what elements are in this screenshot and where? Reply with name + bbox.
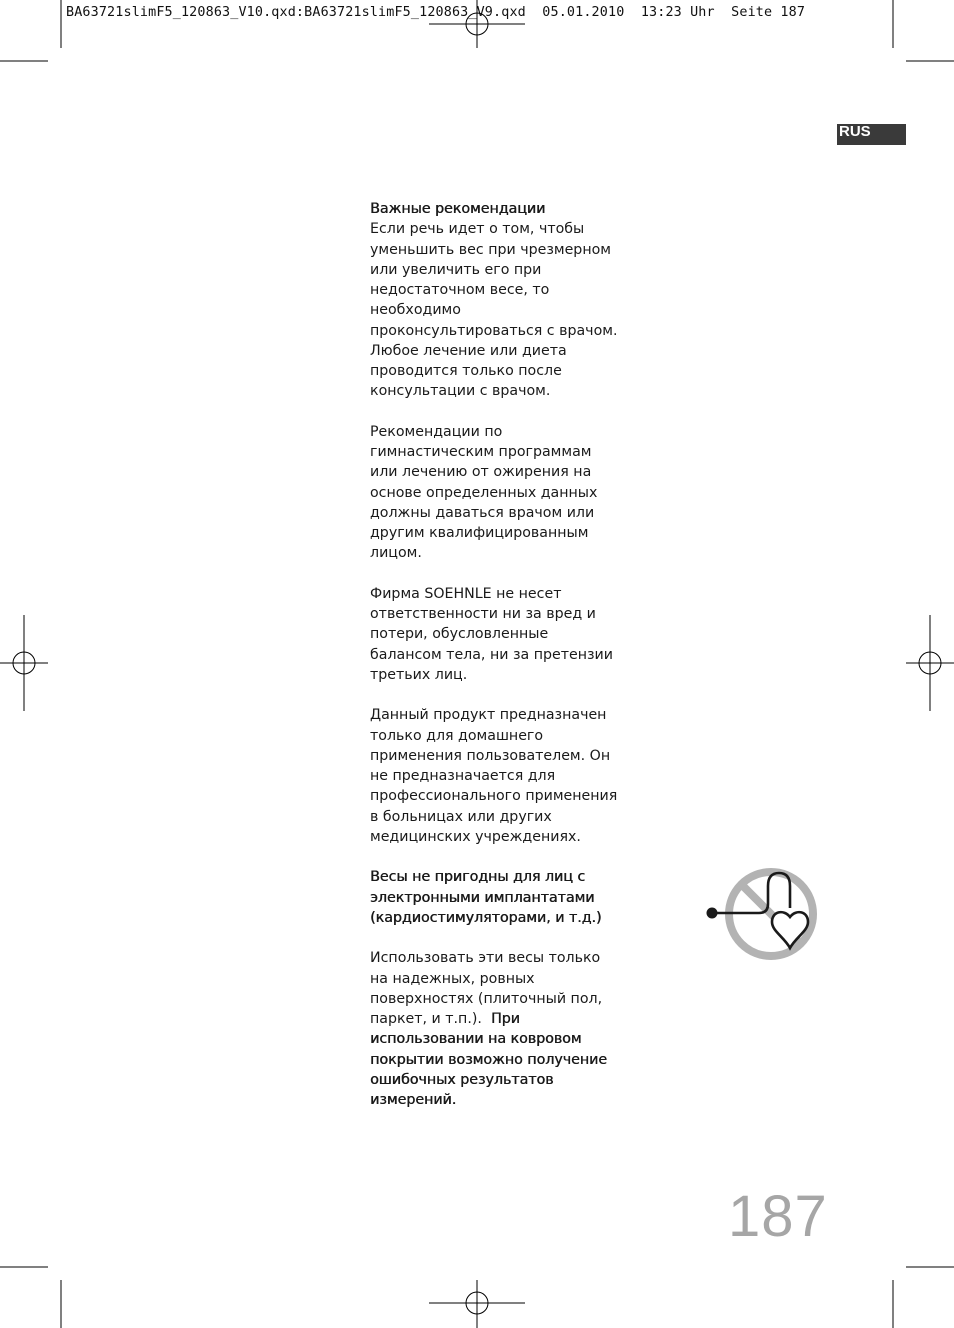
no-pacemaker-icon <box>704 866 824 966</box>
carpet-warning: При использовании на ковровом покрытии возможно получение ошибочных результатов измерений. <box>370 1011 607 1108</box>
paragraph-liability-disclaimer: Фирма SOEHNLE не несет ответственности ни за вред и потери, обусловленные балансом тела, ни за претензии третьих лиц. <box>370 585 613 683</box>
paragraph-medical-advice: Если речь идет о том, чтобы уменьшить вес при чрезмерном или увеличить его при недостаточном весе, то необходимо проконсультироваться с врачом. Любое лечение или диета проводится только после консультации с врачом. <box>370 221 618 400</box>
crop-mark-icon <box>893 0 954 61</box>
language-badge: RUS <box>837 124 906 145</box>
registration-mark-icon <box>429 0 525 48</box>
registration-mark-icon <box>429 1280 525 1328</box>
paragraph-home-use: Данный продукт предназначен только для домашнего применения пользователем. Он не предназначается для профессионального применения в больницах или других медицинских учреждениях. <box>370 707 618 845</box>
crop-mark-icon <box>0 0 61 61</box>
surface-note: Использовать эти весы только на надежных, ровных поверхностях (плиточный пол, паркет, и т.п.). <box>370 950 603 1027</box>
paragraph-exercise-recommendations: Рекомендации по гимнастическим программам или лечению от ожирения на основе определенных данных должны даваться врачом или другим квалифицированным лицом. <box>370 423 598 562</box>
page-number: 187 <box>728 1184 828 1249</box>
crop-mark-icon <box>893 1267 954 1328</box>
section-title: Важные рекомендации <box>370 201 546 217</box>
paragraph-surface-usage <box>370 948 622 1110</box>
crop-mark-icon <box>0 1267 61 1328</box>
pacemaker-warning: Весы не пригодны для лиц с электронными имплантатами (кардиостимуляторами, и т.д.) <box>370 869 602 926</box>
print-slug-line: BA63721slimF5_120863_V10.qxd:BA63721slimF5_120863_V9.qxd 05.01.2010 13:23 Uhr Seite 187 <box>66 5 806 20</box>
main-text-column <box>370 199 622 1131</box>
registration-mark-icon <box>0 615 48 711</box>
registration-mark-icon <box>906 615 954 711</box>
